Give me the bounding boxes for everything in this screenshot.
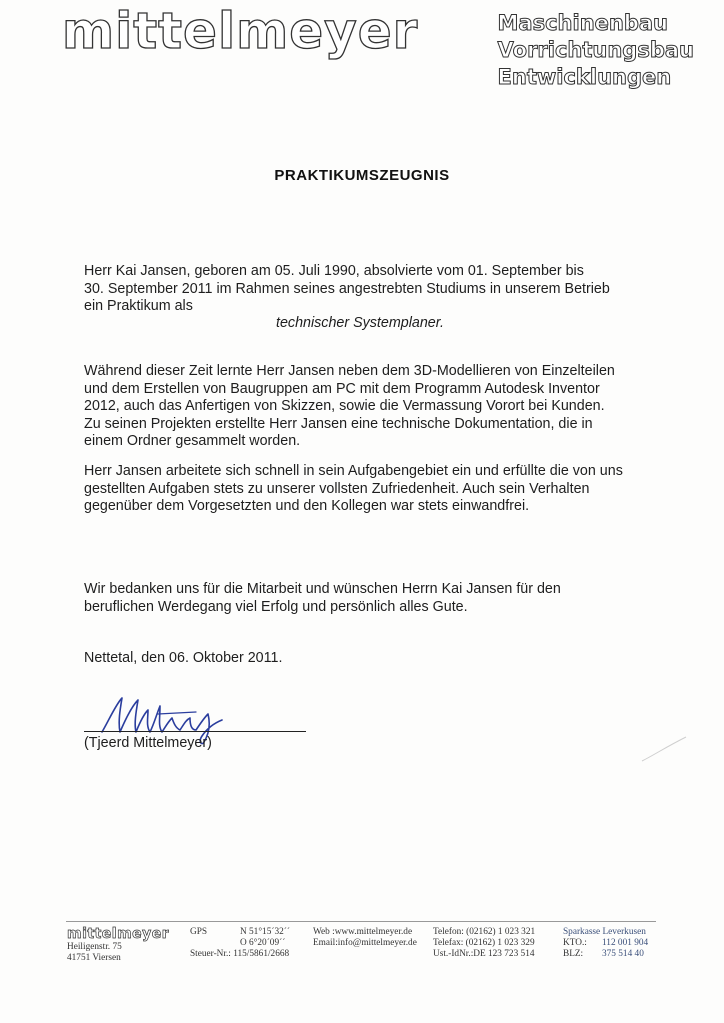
footer-blz-label: BLZ: xyxy=(563,949,584,959)
assessment-paragraph xyxy=(84,463,644,516)
internship-role: technischer Systemplaner. xyxy=(276,315,444,331)
text-line: ein Praktikum als xyxy=(84,298,193,314)
text-line: gegenüber dem Vorgesetzten und den Kollegen war stets einwandfrei. xyxy=(84,498,530,514)
footer-vat: Ust.-IdNr.:DE 123 723 514 xyxy=(433,949,535,959)
tagline-line: Vorrichtungsbau xyxy=(497,38,694,62)
footer-blz: 375 514 40 xyxy=(602,949,644,959)
company-tagline xyxy=(498,10,694,91)
text-line: Während dieser Zeit lernte Herr Jansen neben dem 3D-Modellieren von Einzelteilen xyxy=(84,363,615,379)
footer-gps-n: N 51°15´32´´ xyxy=(240,927,290,937)
footer-kto: 112 001 904 xyxy=(602,938,649,948)
footer-street: Heiligenstr. 75 xyxy=(67,942,122,952)
footer-web: Web :www.mittelmeyer.de xyxy=(313,927,413,937)
footer-fax: Telefax: (02162) 1 023 329 xyxy=(433,938,535,948)
footer-bank: Sparkasse Leverkusen xyxy=(563,927,646,937)
text-line: gestellten Aufgaben stets zu unserer vollsten Zufriedenheit. Auch sein Verhalten xyxy=(84,480,590,497)
scan-mark xyxy=(640,735,690,763)
footer-contact-web xyxy=(313,927,417,949)
text-line: 30. September 2011 im Rahmen seines angestrebten Studiums in unserem Betrieb xyxy=(84,280,610,297)
footer-phone: Telefon: (02162) 1 023 321 xyxy=(433,927,536,937)
text-line: einem Ordner gesammelt worden. xyxy=(84,433,301,449)
footer-gps-o: O 6°20´09´´ xyxy=(240,938,286,948)
text-line: Herr Kai Jansen, geboren am 05. Juli 1990, absolvierte vom 01. September bis xyxy=(84,263,584,279)
footer-email: Email:info@mittelmeyer.de xyxy=(313,938,417,948)
text-line: 2012, auch das Anfertigen von Skizzen, sowie die Vermassung Vorort bei Kunden. xyxy=(84,398,605,414)
intro-paragraph xyxy=(84,263,644,316)
footer-tax: Steuer-Nr.: 115/5861/2668 xyxy=(190,949,290,959)
company-logo: mittelmeyer xyxy=(62,2,419,60)
activities-paragraph xyxy=(84,363,644,451)
text-line: Zu seinen Projekten erstellte Herr Jansen eine technische Dokumentation, die in xyxy=(84,415,593,432)
place-date: Nettetal, den 06. Oktober 2011. xyxy=(84,650,283,666)
text-line: beruflichen Werdegang viel Erfolg und persönlich alles Gute. xyxy=(84,598,468,615)
text-line: Wir bedanken uns für die Mitarbeit und wünschen Herrn Kai Jansen für den xyxy=(84,581,561,597)
signature-line xyxy=(84,731,306,732)
footer-address xyxy=(67,926,169,964)
closing-paragraph xyxy=(84,581,644,616)
footer-divider xyxy=(66,921,656,922)
tagline-line: Entwicklungen xyxy=(497,65,672,89)
document-title: PRAKTIKUMSZEUGNIS xyxy=(274,167,450,184)
footer-contact-phone xyxy=(433,927,535,960)
footer-logo: mittelmeyer xyxy=(67,926,170,942)
text-line: Herr Jansen arbeitete sich schnell in sein Aufgabengebiet ein und erfüllte die von uns xyxy=(84,463,623,479)
footer-kto-label: KTO.: xyxy=(563,938,587,948)
tagline-line: Maschinenbau xyxy=(497,11,668,35)
footer-gps-label: GPS xyxy=(190,927,208,937)
signer-name: (Tjeerd Mittelmeyer) xyxy=(84,735,212,751)
footer-city: 41751 Viersen xyxy=(67,953,121,963)
text-line: und dem Erstellen von Baugruppen am PC mit dem Programm Autodesk Inventor xyxy=(84,380,600,397)
